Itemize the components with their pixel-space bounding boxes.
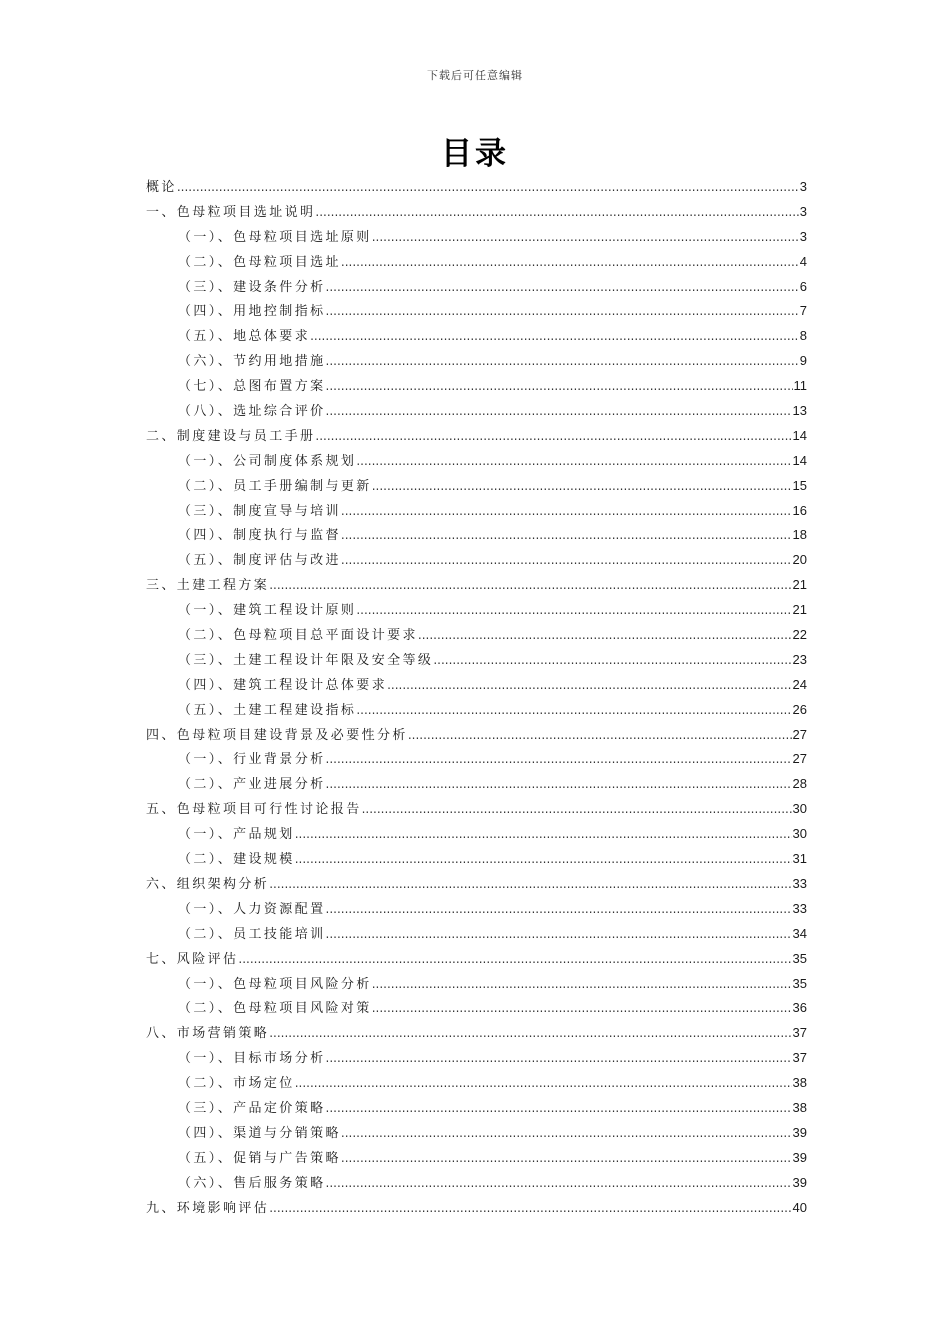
dot-leader [341,1146,792,1171]
toc-entry-label: （二）、色母粒项目总平面设计要求 [178,628,418,644]
toc-entry-label: （七）、总图布置方案 [178,379,326,395]
dot-leader [372,225,799,250]
dot-leader [326,1046,792,1071]
toc-chapter-link[interactable] [146,200,807,225]
toc-page-number: 16 [792,502,807,518]
toc-chapter-link[interactable] [146,797,807,822]
toc-title: 目录 [441,136,509,172]
toc-entry-label: 二、制度建设与员工手册 [146,428,316,444]
toc-page-number: 4 [799,253,807,269]
dot-leader [341,250,799,275]
dot-leader [433,648,791,673]
toc-page-number: 33 [792,900,807,916]
toc-section-link[interactable] [146,349,807,374]
dot-leader [269,1021,791,1046]
toc-chapter-link[interactable] [146,947,807,972]
toc-chapter-link[interactable] [146,1196,807,1221]
toc-chapter-link[interactable] [146,1021,807,1046]
dot-leader [341,523,792,548]
toc-entry-label: （二）、色母粒项目风险对策 [178,1001,372,1017]
dot-leader [372,474,792,499]
toc-entry-label: （三）、土建工程设计年限及安全等级 [178,652,434,668]
toc-section-link[interactable] [146,1071,807,1096]
toc-entry-label: （三）、建设条件分析 [178,279,326,295]
toc-page-number: 34 [792,925,807,941]
dot-leader [326,897,792,922]
dot-leader [326,1096,792,1121]
toc-entry-label: （一）、色母粒项目风险分析 [178,976,372,992]
dot-leader [269,1196,791,1221]
toc-entry-label: （五）、土建工程建设指标 [178,702,357,718]
dot-leader [326,374,793,399]
toc-entry-label: （六）、售后服务策略 [178,1175,326,1191]
toc-entry-label: （三）、产品定价策略 [178,1100,326,1116]
dot-leader [341,548,792,573]
dot-leader [341,1121,792,1146]
toc-page-number: 35 [792,975,807,991]
dot-leader [356,598,791,623]
toc-chapter-link[interactable] [146,723,807,748]
toc-entry-label: （二）、建设规模 [178,852,295,868]
toc-entry-label: （六）、节约用地措施 [178,354,326,370]
toc-page-number: 39 [792,1174,807,1190]
dot-leader [269,872,791,897]
dot-leader [387,673,791,698]
toc-entry-label: 七、风险评估 [146,951,239,967]
toc-page-number: 15 [792,477,807,493]
toc-section-link[interactable] [146,523,807,548]
dot-leader [315,424,791,449]
toc-section-link[interactable] [146,275,807,300]
dot-leader [315,200,798,225]
dot-leader [418,623,792,648]
toc-section-link[interactable] [146,548,807,573]
toc-section-link[interactable] [146,897,807,922]
dot-leader [326,772,792,797]
table-of-contents [146,175,807,1220]
toc-entry-label: 概论 [146,180,177,195]
toc-section-link[interactable] [146,922,807,947]
toc-page-number: 3 [799,179,807,194]
toc-entry-label: （一）、色母粒项目选址原则 [178,229,372,245]
toc-section-link[interactable] [146,299,807,324]
dot-leader [362,797,792,822]
toc-entry-label: （二）、产业进展分析 [178,777,326,793]
toc-entry-label: （四）、用地控制指标 [178,304,326,320]
toc-entry-label: 五、色母粒项目可行性讨论报告 [146,802,362,818]
toc-chapter-link[interactable] [146,872,807,897]
toc-entry-label: （一）、行业背景分析 [178,752,326,768]
toc-section-link[interactable] [146,474,807,499]
toc-page-number: 38 [792,1075,807,1091]
toc-section-link[interactable] [146,996,807,1021]
dot-leader [341,499,792,524]
toc-page-number: 40 [792,1199,807,1215]
toc-page-number: 35 [792,950,807,966]
toc-entry-label: （五）、促销与广告策略 [178,1150,341,1166]
toc-section-link[interactable] [146,623,807,648]
toc-section-link[interactable] [146,324,807,349]
dot-leader [356,449,791,474]
dot-leader [326,1171,792,1196]
toc-section-link[interactable] [146,399,807,424]
toc-section-link[interactable] [146,1096,807,1121]
toc-page-number: 33 [792,875,807,891]
toc-entry-label: 八、市场营销策略 [146,1026,270,1042]
dot-leader [356,698,791,723]
toc-entry-label: （一）、建筑工程设计原则 [178,603,357,619]
toc-section-link[interactable] [146,449,807,474]
toc-page-number: 20 [792,552,807,568]
toc-section-link[interactable] [146,1171,807,1196]
dot-leader [310,324,799,349]
toc-section-link[interactable] [146,499,807,524]
toc-entry-label: （一）、人力资源配置 [178,901,326,917]
toc-entry-label: （三）、制度宣导与培训 [178,503,341,519]
toc-entry-label: （二）、色母粒项目选址 [178,254,341,270]
toc-entry-label: 四、色母粒项目建设背景及必要性分析 [146,727,408,743]
toc-section-link[interactable] [146,673,807,698]
dot-leader [295,1071,792,1096]
toc-entry-label: （一）、产品规划 [178,827,295,843]
toc-section-link[interactable] [146,847,807,872]
toc-page-number: 8 [799,328,807,344]
toc-page-number: 13 [792,403,807,419]
dot-leader [326,399,792,424]
toc-section-link[interactable] [146,374,807,399]
toc-page-number: 27 [792,726,807,742]
toc-section-link[interactable] [146,1146,807,1171]
toc-page-number: 3 [799,203,807,219]
dot-leader [326,922,792,947]
toc-page-number: 37 [792,1050,807,1066]
dot-leader [177,175,799,200]
dot-leader [326,275,799,300]
toc-entry-label: （二）、市场定位 [178,1076,295,1092]
toc-entry-label: （四）、渠道与分销策略 [178,1125,341,1141]
dot-leader [408,723,792,748]
toc-section-link[interactable] [146,772,807,797]
toc-page-number: 9 [799,353,807,369]
toc-entry-label: （四）、制度执行与监督 [178,528,341,544]
toc-page-number: 39 [792,1149,807,1165]
toc-page-number: 3 [799,228,807,244]
toc-page-number: 23 [792,651,807,667]
toc-entry-label: （八）、选址综合评价 [178,404,326,420]
toc-page-number: 14 [792,452,807,468]
dot-leader [295,847,792,872]
toc-page-number: 30 [792,801,807,817]
toc-page-number: 18 [792,527,807,543]
dot-leader [326,299,799,324]
toc-entry-label: （一）、公司制度体系规划 [178,453,357,469]
toc-page-number: 36 [792,1000,807,1016]
toc-page-number: 28 [792,776,807,792]
toc-page-number: 22 [792,627,807,643]
toc-entry-label: （二）、员工技能培训 [178,926,326,942]
page-header: 下载后可任意编辑 [427,69,523,82]
toc-entry-label: （四）、建筑工程设计总体要求 [178,677,388,693]
toc-entry-label: （五）、制度评估与改进 [178,553,341,569]
toc-section-link[interactable] [146,648,807,673]
toc-page-number: 6 [799,278,807,294]
toc-entry-label: 一、色母粒项目选址说明 [146,204,316,220]
toc-section-link[interactable] [146,747,807,772]
dot-leader [372,996,792,1021]
dot-leader [372,972,792,997]
toc-section-link[interactable] [146,225,807,250]
toc-page-number: 27 [792,751,807,767]
toc-page-number: 30 [792,826,807,842]
dot-leader [269,573,791,598]
toc-page-number: 24 [792,676,807,692]
toc-page-number: 11 [793,378,807,394]
toc-page-number: 14 [792,427,807,443]
toc-page-number: 21 [792,577,807,593]
toc-entry-label: 三、土建工程方案 [146,578,270,594]
toc-section-link[interactable] [146,822,807,847]
toc-section-link[interactable] [146,972,807,997]
dot-leader [295,822,792,847]
toc-page-number: 39 [792,1124,807,1140]
toc-section-link[interactable] [146,698,807,723]
toc-section-link[interactable] [146,250,807,275]
toc-entry-label: （二）、员工手册编制与更新 [178,478,372,494]
toc-entry-label: 九、环境影响评估 [146,1200,270,1216]
toc-page-number: 38 [792,1099,807,1115]
dot-leader [326,747,792,772]
dot-leader [326,349,799,374]
toc-entry-label: （一）、目标市场分析 [178,1051,326,1067]
dot-leader [238,947,791,972]
toc-section-link[interactable] [146,1046,807,1071]
toc-chapter-link[interactable] [146,573,807,598]
toc-chapter-link[interactable] [146,175,807,200]
toc-section-link[interactable] [146,1121,807,1146]
toc-section-link[interactable] [146,598,807,623]
toc-entry-label: （五）、地总体要求 [178,329,311,345]
toc-page-number: 7 [799,303,807,319]
toc-page-number: 31 [792,851,807,867]
toc-page-number: 26 [792,701,807,717]
toc-page-number: 37 [792,1025,807,1041]
toc-chapter-link[interactable] [146,424,807,449]
toc-page-number: 21 [792,602,807,618]
toc-entry-label: 六、组织架构分析 [146,876,270,892]
